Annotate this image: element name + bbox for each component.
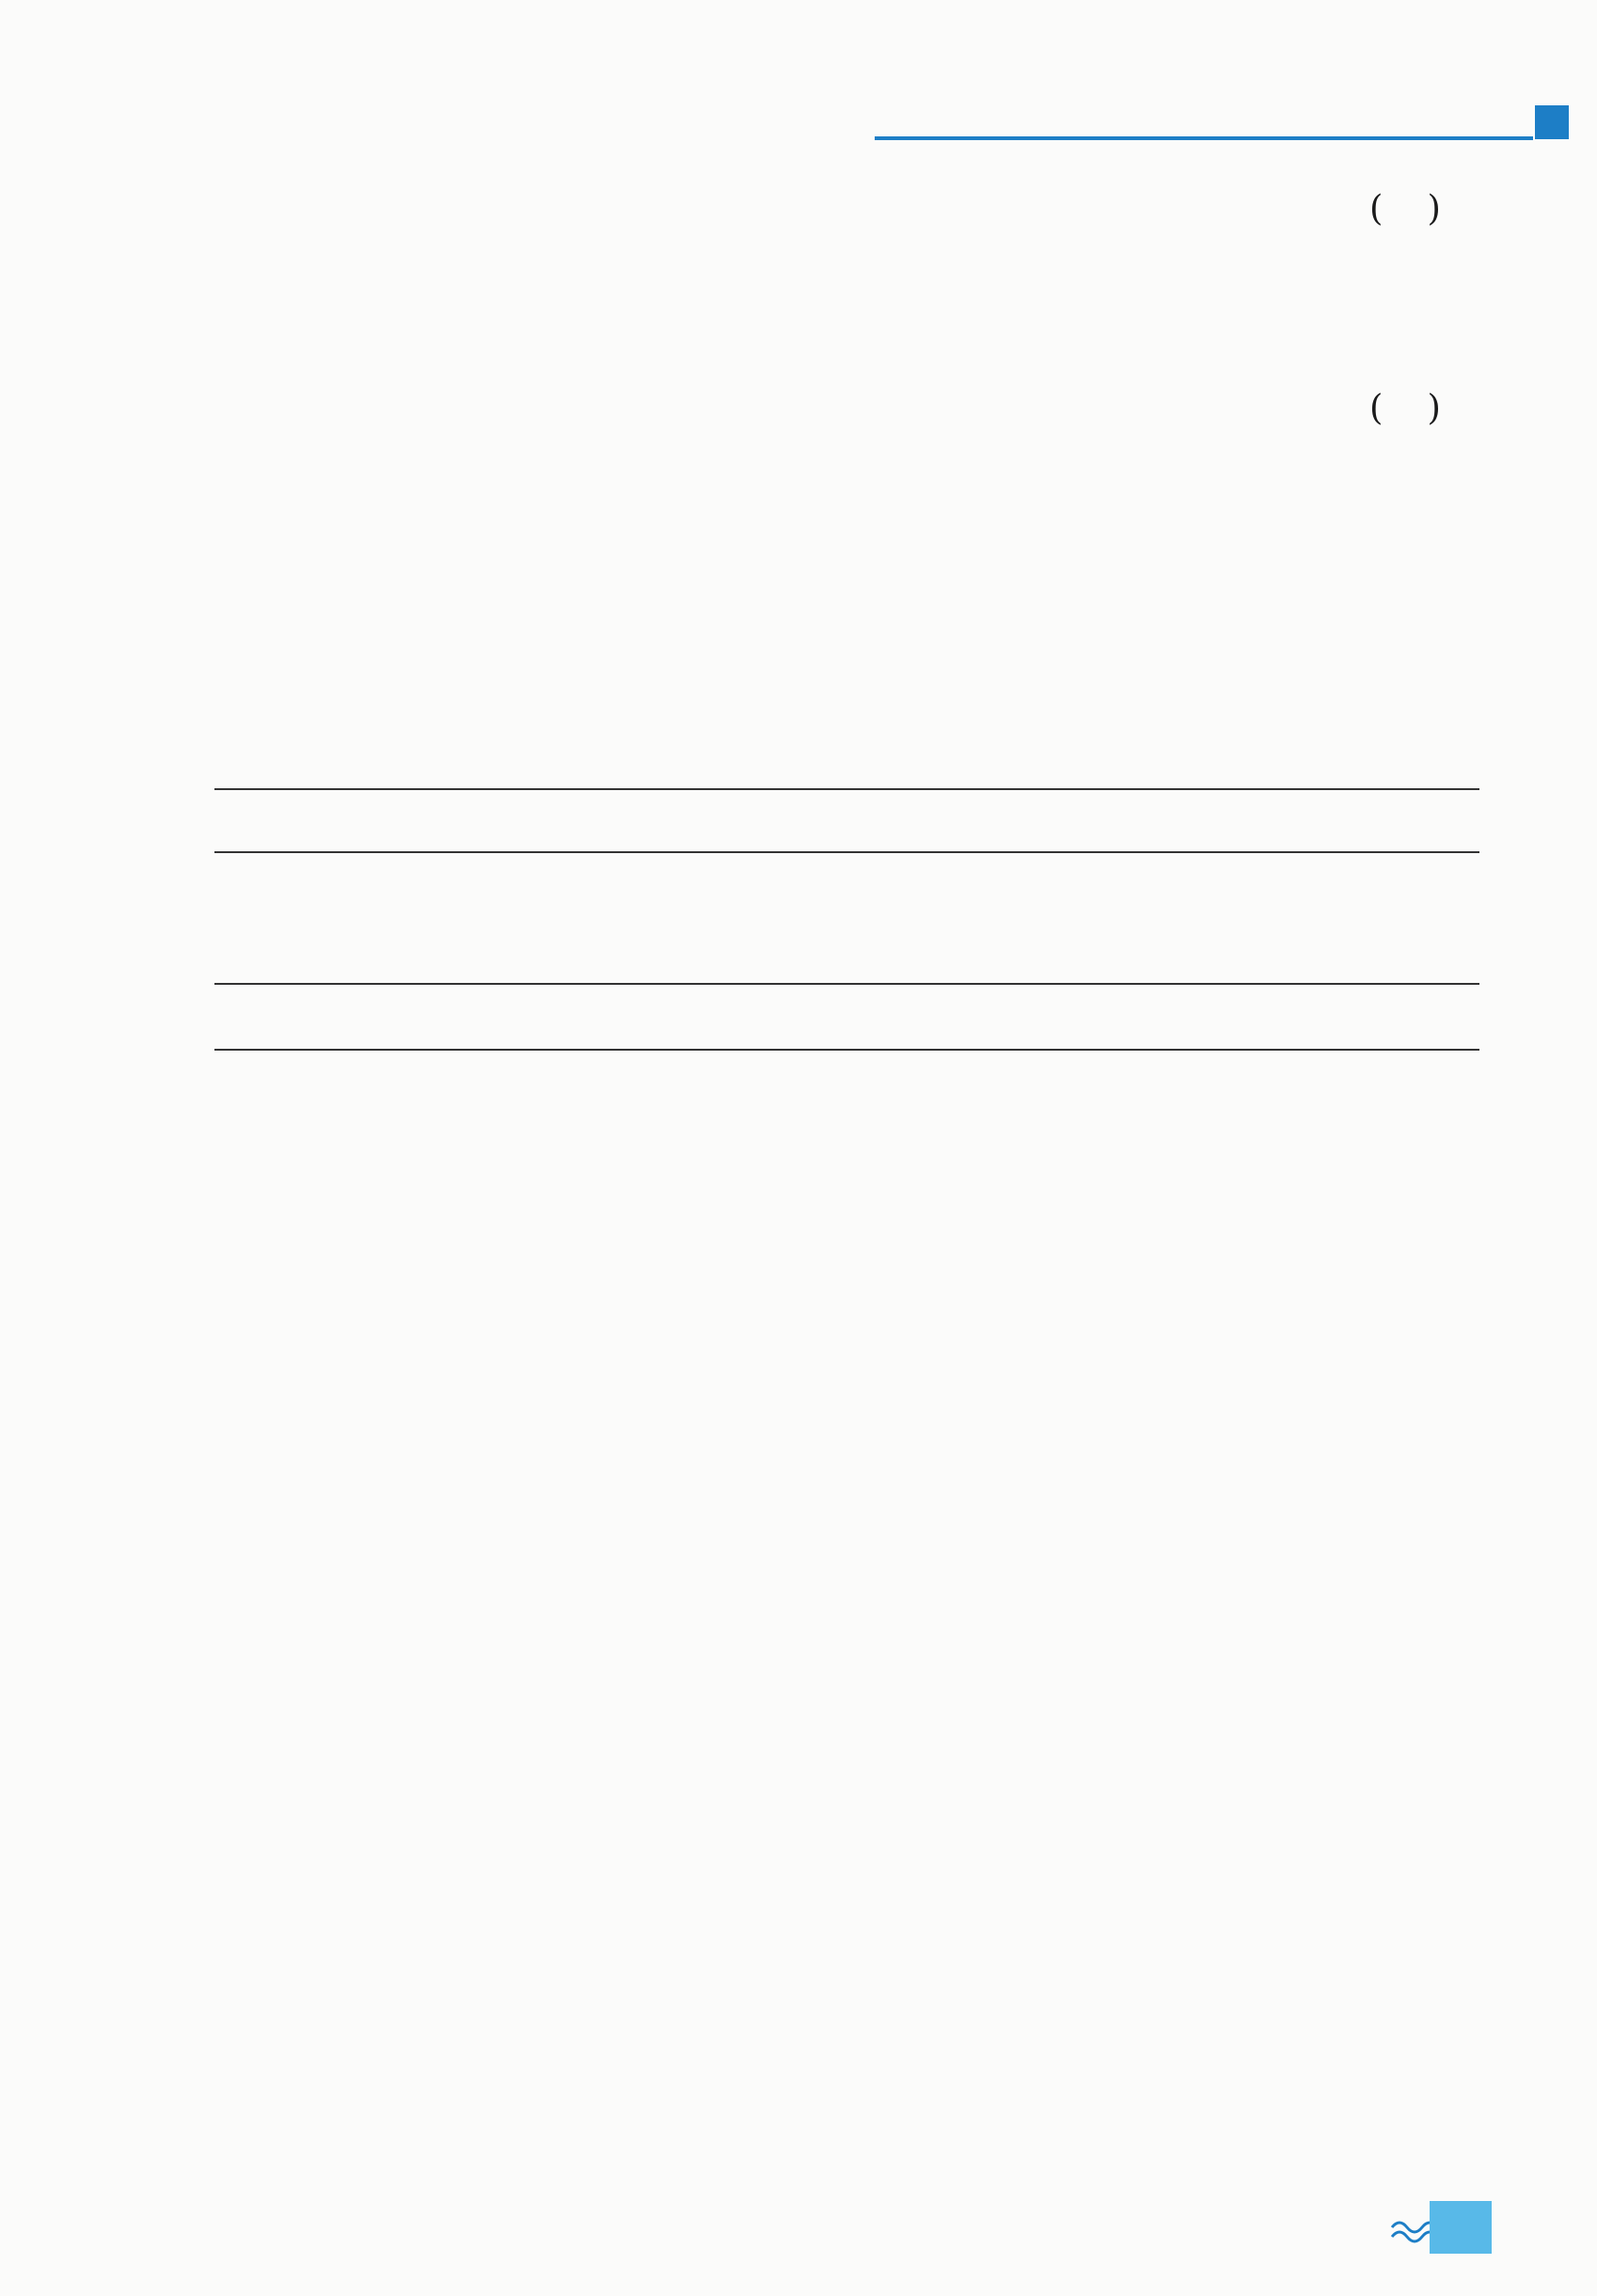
answer-line [214,983,1479,985]
answer-line [214,851,1479,853]
fill-in-line [214,1206,386,1246]
answer-box-8: ( ) [1369,188,1441,229]
answer-line [214,788,1479,790]
answer-line [214,1049,1479,1051]
answer-box-9: ( ) [1369,388,1441,428]
page-number-badge [1390,2201,1503,2254]
header-rule [875,136,1533,140]
page-number-box [1430,2201,1492,2254]
header-block [1535,105,1569,139]
